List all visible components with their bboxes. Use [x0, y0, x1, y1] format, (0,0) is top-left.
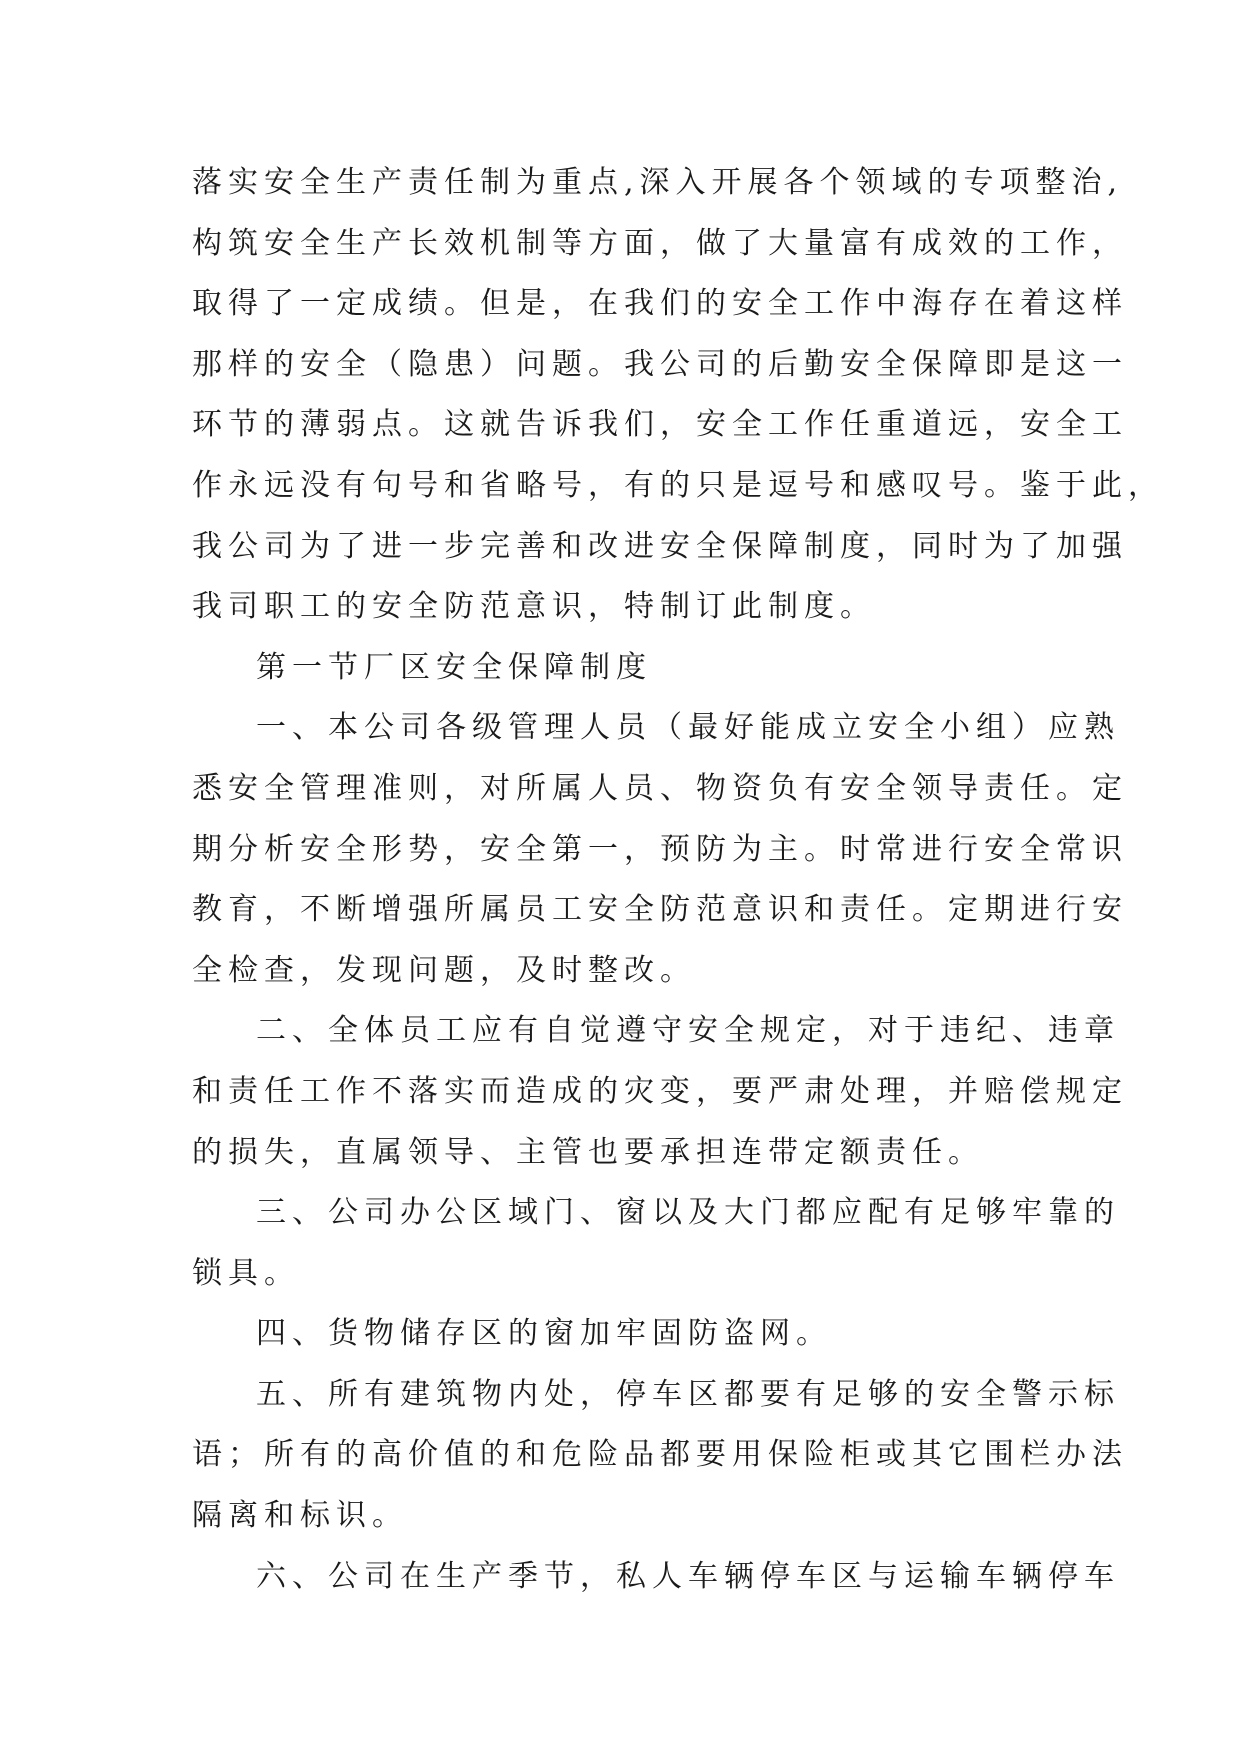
text-line: 二、全体员工应有自觉遵守安全规定，对于违纪、违章	[256, 1013, 1120, 1049]
text-line: 三、公司办公区域门、窗以及大门都应配有足够牢靠的	[256, 1195, 1120, 1231]
text-line: 隔离和标识。	[192, 1498, 408, 1534]
text-line: 和责任工作不落实而造成的灾变，要严肃处理，并赔偿规定	[192, 1073, 1128, 1109]
text-line: 作永远没有句号和省略号，有的只是逗号和感叹号。鉴于此，	[192, 467, 1164, 503]
text-line: 环节的薄弱点。这就告诉我们，安全工作任重道远，安全工	[192, 407, 1128, 443]
text-line: 教育，不断增强所属员工安全防范意识和责任。定期进行安	[192, 892, 1128, 928]
text-line: 落实安全生产责任制为重点,深入开展各个领域的专项整治,	[192, 165, 1124, 200]
text-line: 那样的安全（隐患）问题。我公司的后勤安全保障即是这一	[192, 346, 1128, 382]
text-line: 四、货物储存区的窗加牢固防盗网。	[256, 1316, 832, 1352]
text-line: 悉安全管理准则，对所属人员、物资负有安全领导责任。定	[192, 770, 1128, 806]
text-line: 锁具。	[192, 1255, 300, 1291]
text-line: 我司职工的安全防范意识，特制订此制度。	[192, 589, 876, 625]
document-body	[192, 153, 1164, 1607]
text-line: 期分析安全形势，安全第一，预防为主。时常进行安全常识	[192, 831, 1128, 867]
text-line: 一、本公司各级管理人员（最好能成立安全小组）应熟	[256, 710, 1120, 746]
text-line: 的损失，直属领导、主管也要承担连带定额责任。	[192, 1134, 984, 1170]
text-line: 构筑安全生产长效机制等方面，做了大量富有成效的工作，	[192, 225, 1128, 261]
text-line: 取得了一定成绩。但是，在我们的安全工作中海存在着这样	[192, 286, 1128, 322]
text-line: 六、公司在生产季节，私人车辆停车区与运输车辆停车	[256, 1558, 1120, 1594]
text-line: 全检查，发现问题，及时整改。	[192, 952, 696, 988]
text-line: 我公司为了进一步完善和改进安全保障制度，同时为了加强	[192, 528, 1128, 564]
section-heading: 第一节厂区安全保障制度	[256, 649, 652, 685]
text-line: 五、所有建筑物内处，停车区都要有足够的安全警示标	[256, 1376, 1120, 1412]
text-line: 语；所有的高价值的和危险品都要用保险柜或其它围栏办法	[192, 1437, 1128, 1473]
